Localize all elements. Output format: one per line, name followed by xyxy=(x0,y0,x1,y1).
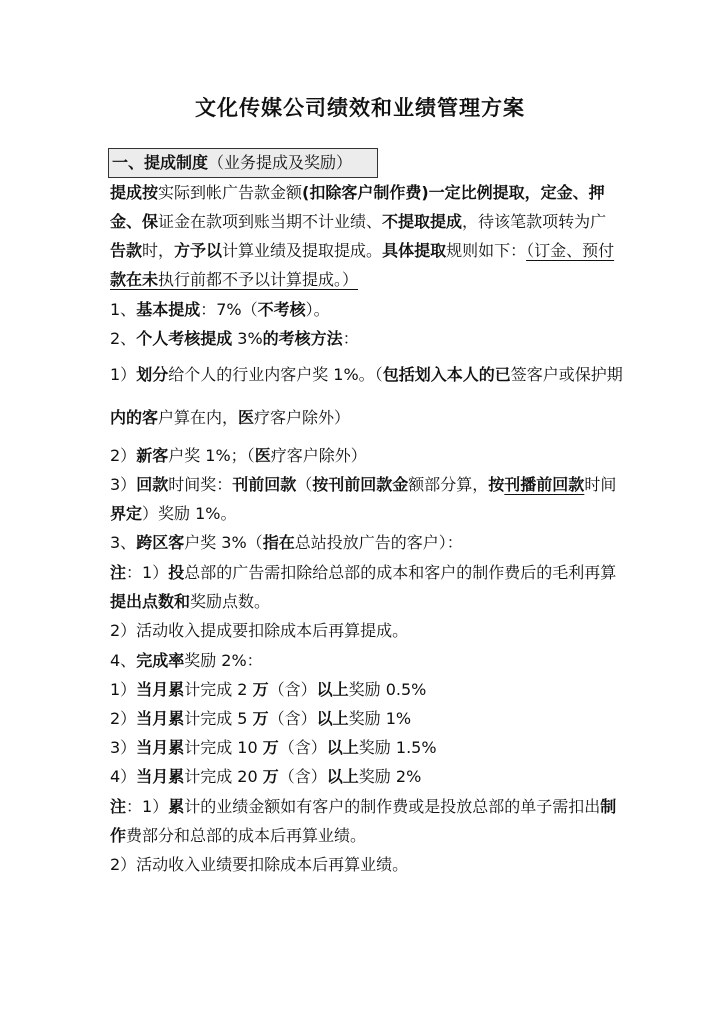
text: 奖励 0.5% xyxy=(348,680,427,699)
text-bold: 不考核 xyxy=(257,300,306,319)
text: （含） xyxy=(278,767,327,786)
intro-line-2 xyxy=(110,212,606,232)
text-bold: 按 xyxy=(488,475,505,494)
text: 计完成 5 xyxy=(184,709,253,728)
document-title: 文化传媒公司绩效和业绩管理方案 xyxy=(195,96,525,120)
text: ：1） xyxy=(126,797,169,816)
text: 该笔款项转为广 xyxy=(494,212,607,231)
text-bold: 跨区客 xyxy=(136,533,185,552)
text-bold-underlined: 款在未 xyxy=(110,270,159,289)
text: 户奖 1%；（ xyxy=(168,446,255,465)
text-bold: 刊前回款 xyxy=(232,475,297,494)
text: 奖励点数。 xyxy=(190,592,271,611)
text-underlined: 执行前都不予以计算提成。） xyxy=(158,270,359,289)
text: 3） xyxy=(110,738,137,757)
text-bold: 注 xyxy=(110,563,127,582)
text: 奖励 2% xyxy=(358,767,422,786)
item-2 xyxy=(110,329,359,349)
text: 3% xyxy=(232,329,263,348)
item-2-1-line-2 xyxy=(110,408,350,428)
text: 户奖 3%（ xyxy=(184,533,263,552)
text-bold: 回款 xyxy=(136,475,169,494)
note-3-line-1 xyxy=(110,797,616,817)
text-bold: 具体提取 xyxy=(382,241,447,260)
text-bold-underlined: 刊播前回款 xyxy=(504,475,585,494)
item-number: 4、 xyxy=(110,651,137,670)
text-bold: 告款 xyxy=(110,241,143,260)
text-bold: 基本提成 xyxy=(136,300,201,319)
text: 2） xyxy=(110,709,137,728)
text-bold: 医 xyxy=(254,446,271,465)
text: 疗客户除外） xyxy=(270,446,367,465)
text-bold: 的考核方法 xyxy=(262,329,343,348)
text: 2） xyxy=(110,446,137,465)
text-bold: 万 xyxy=(252,709,269,728)
section-heading xyxy=(112,153,352,173)
reward-row-2 xyxy=(110,709,411,729)
reward-row-4 xyxy=(110,767,421,787)
text: 计算业绩及提取提成。 xyxy=(222,241,383,260)
text: 时间 xyxy=(584,475,617,494)
text: 给个人的行业内客户奖 1%。（ xyxy=(168,365,383,384)
item-2-2 xyxy=(110,446,367,466)
text: 时间奖： xyxy=(168,475,233,494)
intro-line-4 xyxy=(110,270,358,290)
text-bold: 作 xyxy=(110,826,127,845)
intro-line-3 xyxy=(110,241,614,261)
text-bold: 以上 xyxy=(316,709,349,728)
text: 费部分和总部的成本后再算业绩。 xyxy=(126,826,367,845)
text: 4） xyxy=(110,767,137,786)
text: ： xyxy=(342,329,359,348)
text: 奖励 1.5% xyxy=(358,738,437,757)
text-bold: 以上 xyxy=(316,680,349,699)
text: 户算在内， xyxy=(158,408,239,427)
text-bold: 指在 xyxy=(262,533,295,552)
text-bold: 金、保 xyxy=(110,212,159,231)
item-2-3-line-2 xyxy=(110,504,237,524)
text-bold: 按刊前回款金 xyxy=(312,475,409,494)
text: 计完成 10 xyxy=(184,738,263,757)
text: 疗客户除外） xyxy=(254,408,351,427)
text: （ xyxy=(296,475,313,494)
text: （含） xyxy=(268,680,317,699)
item-1 xyxy=(110,300,330,320)
text-bold: 以上 xyxy=(326,767,359,786)
section-heading-bold: 一、提成制度 xyxy=(112,153,209,172)
text: 计完成 20 xyxy=(184,767,263,786)
text-bold: 提成按 xyxy=(110,183,159,202)
note-1-line-1 xyxy=(110,563,616,583)
text: 实际到帐广告款金额 xyxy=(158,183,303,202)
text-bold: 提出点数和 xyxy=(110,592,191,611)
text-bold: 完成率 xyxy=(136,651,185,670)
text: 1） xyxy=(110,365,137,384)
text-bold: 累 xyxy=(168,797,185,816)
text-bold: 当月累 xyxy=(136,738,185,757)
text: 总站投放广告的客户）： xyxy=(294,533,463,552)
section-heading-rest: （业务提成及奖励） xyxy=(208,153,353,172)
text: 签客户或保护期 xyxy=(510,365,623,384)
item-4 xyxy=(110,651,263,671)
text-bold: 方予以 xyxy=(174,241,223,260)
text-bold: 不提取提成 xyxy=(382,212,463,231)
text: ：1） xyxy=(126,563,169,582)
text-bold: (扣除客户制作费)一定比例提取，定金、押 xyxy=(302,183,605,202)
text: 计的业绩金额如有客户的制作费或是投放总部的单子需扣出 xyxy=(184,797,601,816)
reward-row-1 xyxy=(110,680,426,700)
text-bold: 注 xyxy=(110,797,127,816)
item-2-3-line-1 xyxy=(110,475,616,495)
text-bold: 医 xyxy=(238,408,255,427)
text: 计完成 2 xyxy=(184,680,253,699)
text-bold: 万 xyxy=(252,680,269,699)
note-1-line-2 xyxy=(110,592,270,612)
text: 证金在款项到账当期不计业绩、 xyxy=(158,212,383,231)
text: ，待 xyxy=(462,212,495,231)
item-number: 3、 xyxy=(110,533,137,552)
text-bold: 制 xyxy=(600,797,617,816)
text-bold: 当月累 xyxy=(136,680,185,699)
text: 总部的广告需扣除给总部的成本和客户的制作费后的毛利再算 xyxy=(184,563,617,582)
note-3-line-2 xyxy=(110,826,366,846)
text-bold: 内的客 xyxy=(110,408,159,427)
text: 规则如下： xyxy=(446,241,527,260)
note-2: 2）活动收入提成要扣除成本后再算提成。 xyxy=(110,621,409,640)
text: 奖励 1% xyxy=(348,709,412,728)
item-number: 1、 xyxy=(110,300,137,319)
text-bold: 当月累 xyxy=(136,767,185,786)
text-bold: 投 xyxy=(168,563,185,582)
text: （含） xyxy=(278,738,327,757)
item-2-1-line-1 xyxy=(110,365,623,385)
text-bold: 个人考核提成 xyxy=(136,329,233,348)
text-bold: 界定 xyxy=(110,504,143,523)
text: 1） xyxy=(110,680,137,699)
item-number: 2、 xyxy=(110,329,137,348)
text: 时， xyxy=(142,241,175,260)
text: 奖励 2%： xyxy=(184,651,263,670)
text: ）。 xyxy=(305,300,330,319)
text-bold: 万 xyxy=(262,767,279,786)
text: ：7%（ xyxy=(200,300,258,319)
text-bold: 以上 xyxy=(326,738,359,757)
text: ）奖励 1%。 xyxy=(142,504,237,523)
text: 额部分算， xyxy=(408,475,489,494)
intro-line-1 xyxy=(110,183,605,203)
item-3 xyxy=(110,533,463,553)
reward-row-3 xyxy=(110,738,437,758)
text-bold: 新客 xyxy=(136,446,169,465)
text-bold: 划分 xyxy=(136,365,169,384)
note-4: 2）活动收入业绩要扣除成本后再算业绩。 xyxy=(110,855,409,874)
text-bold: 万 xyxy=(262,738,279,757)
text-bold: 当月累 xyxy=(136,709,185,728)
text-bold: 包括划入本人的已 xyxy=(382,365,511,384)
text-underlined: （订金、预付 xyxy=(526,241,615,260)
text: 3） xyxy=(110,475,137,494)
text: （含） xyxy=(268,709,317,728)
